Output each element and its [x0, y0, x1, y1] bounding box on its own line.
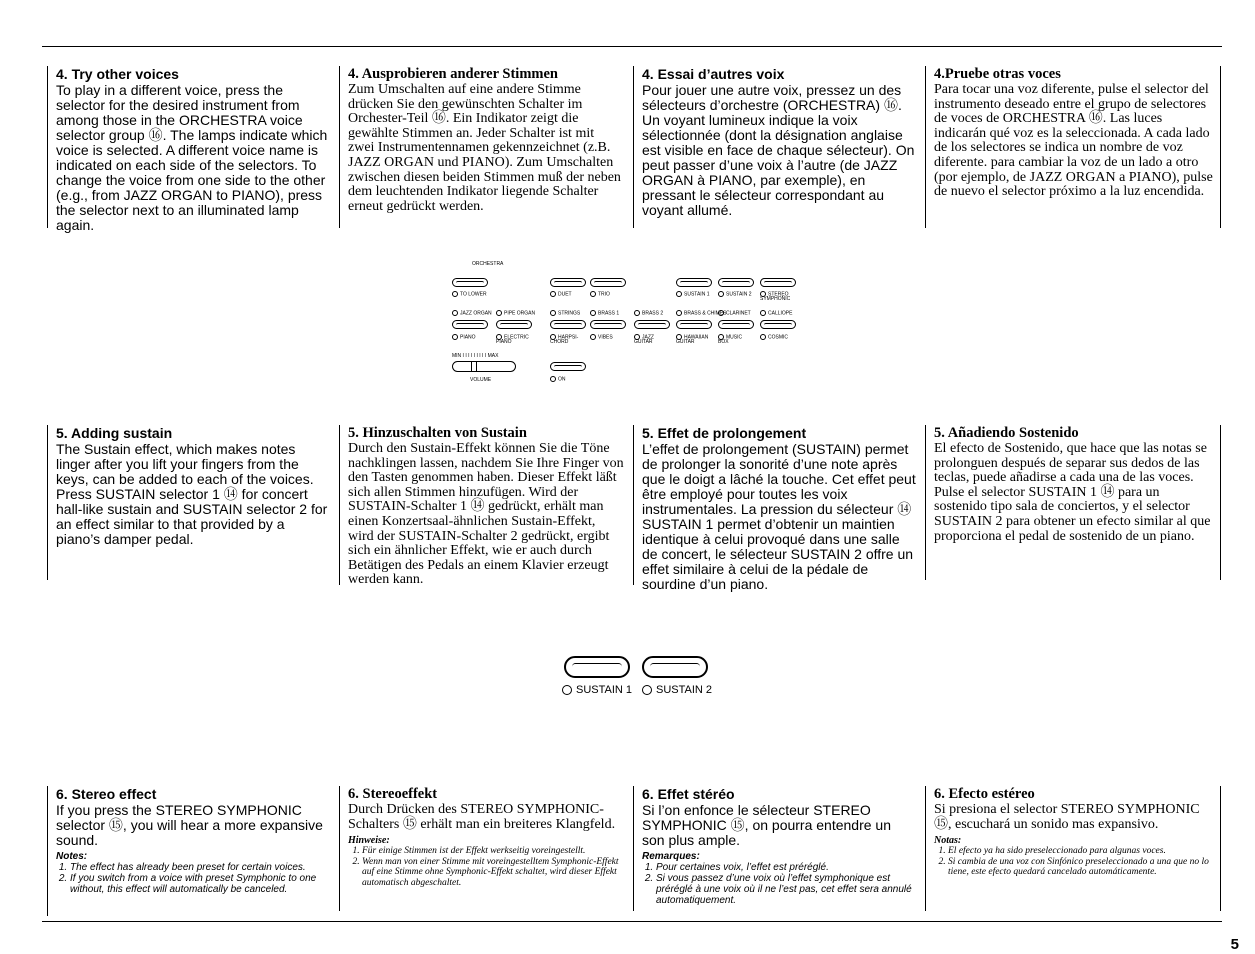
trio-switch [590, 278, 626, 287]
section-title: 6. Stereo effect [56, 786, 157, 802]
volume-knob [471, 361, 477, 372]
section5-fr [633, 425, 923, 592]
voice-switch-5 [634, 320, 670, 329]
orchestra-label: ORCHESTRA [472, 261, 504, 267]
section-body: Para tocar una voz diferente, pulse el selector del instrumento deseado entre el grupo de selectores de voces de ORCHESTRA ⑯. Las luces indicarán qué voz es la seleccionada. A cada lado de los selectores se indica un nombre de voz diferente. para cambiar la voz de un lado a otro (por ejemplo, de JAZZ ORGAN a PIANO), pulse de nuevo el selector próximo a la luz encendida. [934, 82, 1213, 200]
section6-en [47, 786, 337, 916]
stereo-symphonic-label: STEREO SYMPHONIC [760, 291, 791, 303]
section6-fr [633, 786, 923, 911]
sustain1-label: SUSTAIN 1 [676, 291, 709, 297]
voice-label-pipe-organ: PIPE ORGAN [496, 310, 535, 316]
volume-slider [452, 361, 516, 372]
sustain1-big-label: SUSTAIN 1 [562, 684, 632, 696]
section4-en [47, 66, 337, 233]
voice-switch-7 [718, 320, 754, 329]
section4-de [339, 66, 630, 228]
bottom-rule [42, 921, 1222, 922]
section5-en [47, 425, 337, 580]
voice-label-brass2: BRASS 2 [634, 310, 663, 316]
section-body: Si l’on enfonce le sélecteur STEREO SYMPHONIC ⑮, on pourra entendre un son plus ample. [642, 802, 892, 848]
note-item: 2. Si vous passez d’une voix où l’effet symphonique est préréglé à une voix où il ne l’est pas, cet effet sera annulé automatiquement. [656, 873, 917, 906]
section-body: Durch Drücken des STEREO SYMPHONIC-Schalters ⑮ erhält man ein breiteres Klangfeld. [348, 802, 616, 832]
voice-label-jazz-organ: JAZZ ORGAN [452, 310, 492, 316]
to-lower-label: TO LOWER [452, 291, 487, 297]
section-title: 5. Añadiendo Sostenido [934, 425, 1079, 441]
voice-switch-1 [452, 320, 488, 329]
voice-switch-6 [676, 320, 712, 329]
stereo-symphonic-switch [760, 278, 796, 287]
note-item: 1. El efecto ya ha sido preseleccionado para algunas voces. [948, 846, 1214, 857]
voice-label-hawaiian-guitar: HAWAIIAN GUITAR [676, 334, 709, 346]
voice-label-harpsichord: HARPSI-CHORD [550, 334, 579, 346]
sustain2-switch [718, 278, 754, 287]
note-item: 2. Si cambia de una voz con Sinfónico preseleccionado a una que no lo tiene, este efecto quedará cancelado automáticamente. [948, 857, 1214, 878]
voice-label-clarinet: CLARINET [718, 310, 751, 316]
section-body: L’effet de prolongement (SUSTAIN) permet de prolonger la sonorité d’une note après que le doigt a lâché la touche. Cet effet peut être employé pour toutes les voix instrumentales. La pression du sélecteur ⑭ SUSTAIN 1 permet d’obtenir un maintien identique à celui provoqué dans une salle de concert, le sélecteur SUSTAIN 2 offre un effet similaire à celui de la pédale de sourdine d’un piano. [642, 441, 916, 592]
voice-switch-8 [760, 320, 796, 329]
voice-label-cosmic: COSMIC [760, 334, 788, 340]
section-body: Si presiona el selector STEREO SYMPHONIC ⑮, escuchará un sonido mas expansivo. [934, 802, 1200, 832]
to-lower-switch [452, 278, 488, 287]
section-body: El efecto de Sostenido, que hace que las notas se prolonguen después de separar sus dedos de las teclas, puede añadirse a cada una de las voces. Pulse el selector SUSTAIN 1 ⑭ para un sostenido tipo sala de conciertos, y el selector SUSTAIN 2 para obtener un efecto similar al que proporciona el pedal de sostenido de un piano. [934, 441, 1211, 544]
note-item: 2. If you switch from a voice with preset Symphonic to one without, this effect will automatically be canceled. [70, 873, 331, 895]
section-title: 4. Ausprobieren anderer Stimmen [348, 66, 558, 82]
section-title: 5. Hinzuschalten von Sustain [348, 425, 527, 441]
voice-label-calliope: CALLIOPE [760, 310, 792, 316]
note-item: 1. The effect has already been preset for certain voices. [70, 862, 331, 873]
sustain2-big-switch [642, 656, 708, 678]
voice-switch-3 [550, 320, 586, 329]
duet-switch [550, 278, 586, 287]
voice-label-music-box: MUSIC BOX [718, 334, 743, 346]
voice-switch-4 [590, 320, 626, 329]
sustain1-switch [676, 278, 712, 287]
section6-de [339, 786, 630, 911]
volume-label: VOLUME [470, 377, 492, 383]
sustain-diagram [560, 656, 730, 702]
section-body: Zum Umschalten auf eine andere Stimme drücken Sie den gewünschten Schalter im Orchester-Teil ⑯. Ein Indikator zeigt die gewählte Stimmen an. Jeder Schalter ist mit zwei Instrumentennamen gekennzeichnet (z.B. JAZZ ORGAN und PIANO). Zum Umschalten zwischen diesen beiden Stimmen muß der neben dem leuchtenden Indikator liegende Schalter erneut gedrückt werden. [348, 82, 621, 214]
volume-scale: MIN I I I I I I I I I MAX [452, 353, 499, 359]
section5-de [339, 425, 630, 588]
voice-label-piano: PIANO [452, 334, 476, 340]
section-title: 5. Effet de prolongement [642, 425, 807, 441]
duet-label: DUET [550, 291, 572, 297]
notes-label: Remarques: [642, 851, 700, 862]
section-body: The Sustain effect, which makes notes linger after you lift your fingers from the keys, can be added to each of the voices. Press SUSTAIN selector 1 ⑭ for concert hall-like sustain and SUSTAIN selector 2 for an effect similar to that provided by a piano’s damper pedal. [56, 441, 328, 547]
note-item: 1. Pour certaines voix, l’effet est préréglé. [656, 862, 917, 873]
notes-list [348, 846, 624, 888]
notes-list [642, 862, 917, 906]
on-switch [550, 362, 586, 371]
page-number: 5 [1230, 936, 1239, 953]
orchestra-panel-diagram [440, 258, 840, 398]
voice-label-brass1: BRASS 1 [590, 310, 619, 316]
voice-label-strings: STRINGS [550, 310, 580, 316]
section-title: 6. Stereoeffekt [348, 786, 438, 802]
top-rule [42, 46, 1222, 47]
section-title: 6. Efecto estéreo [934, 786, 1035, 802]
voice-label-jazz-guitar: JAZZ GUITAR [634, 334, 654, 346]
section-body: To play in a different voice, press the selector for the desired instrument from among those in the ORCHESTRA voice selector group ⑯. The lamps indicate which voice is selected. A different voice name is indicated on each side of the selectors. To change the voice from one side to the other (e.g., from JAZZ ORGAN to PIANO), press the selector next to an illuminated lamp again. [56, 82, 328, 233]
note-item: 1. Für einige Stimmen ist der Effekt werkseitig voreingestellt. [362, 846, 624, 857]
section4-es [925, 66, 1221, 228]
section-title: 4.Pruebe otras voces [934, 66, 1061, 82]
section-title: 5. Adding sustain [56, 425, 173, 441]
on-label: ON [550, 376, 566, 382]
voice-label-brass-chimes: BRASS & CHIMES [676, 310, 727, 316]
section4-fr [633, 66, 923, 228]
notes-label: Notes: [56, 851, 88, 862]
voice-switch-2 [496, 320, 532, 329]
notes-label: Notas: [934, 835, 962, 847]
sustain2-big-label: SUSTAIN 2 [642, 684, 712, 696]
section-title: 4. Essai d’autres voix [642, 66, 785, 82]
section-body: Pour jouer une autre voix, pressez un des sélecteurs d’orchestre (ORCHESTRA) ⑯. Un voyant lumineux indique la voix sélectionnée (dont la désignation anglaise est visible en face de chaque sélecteur). On peut passer d’une voix à l’autre (de JAZZ ORGAN à PIANO, par exemple), en pressant le sélecteur correspondant au voyant allumé. [642, 82, 915, 218]
section5-es [925, 425, 1221, 580]
notes-list [934, 846, 1214, 878]
sustain1-big-switch [564, 656, 630, 678]
section-body: If you press the STEREO SYMPHONIC selector ⑮, you will hear a more expansive sound. [56, 802, 323, 848]
section-title: 6. Effet stéréo [642, 786, 735, 802]
voice-label-electric-piano: ELECTRIC PIANO [496, 334, 529, 346]
voice-label-vibes: VIBES [590, 334, 613, 340]
section-title: 4. Try other voices [56, 66, 179, 82]
notes-list [56, 862, 331, 895]
trio-label: TRIO [590, 291, 610, 297]
note-item: 2. Wenn man von einer Stimme mit voreingestelltem Symphonic-Effekt auf eine Stimme ohne Symphonic-Effekt schaltet, wird dieser Effekt automatisch abgeschaltet. [362, 857, 624, 889]
section6-es [925, 786, 1221, 911]
notes-label: Hinweise: [348, 835, 390, 847]
section-body: Durch den Sustain-Effekt können Sie die Töne nachklingen lassen, nachdem Sie Ihre Finger von den Tasten genommen haben. Dieser Effekt läßt sich allen Stimmen hinzufügen. Wird der SUSTAIN-Schalter 1 ⑭ gedrückt, erhält man einen Konzertsaal-ähnlichen Sustain-Effekt, wird der SUSTAIN-Schalter 2 gedrückt, ergibt sich ein ähnlicher Effekt, wie er auch durch Betätigen des Pedals an einem Klavier erzeugt werden kann. [348, 441, 624, 588]
sustain2-label: SUSTAIN 2 [718, 291, 751, 297]
